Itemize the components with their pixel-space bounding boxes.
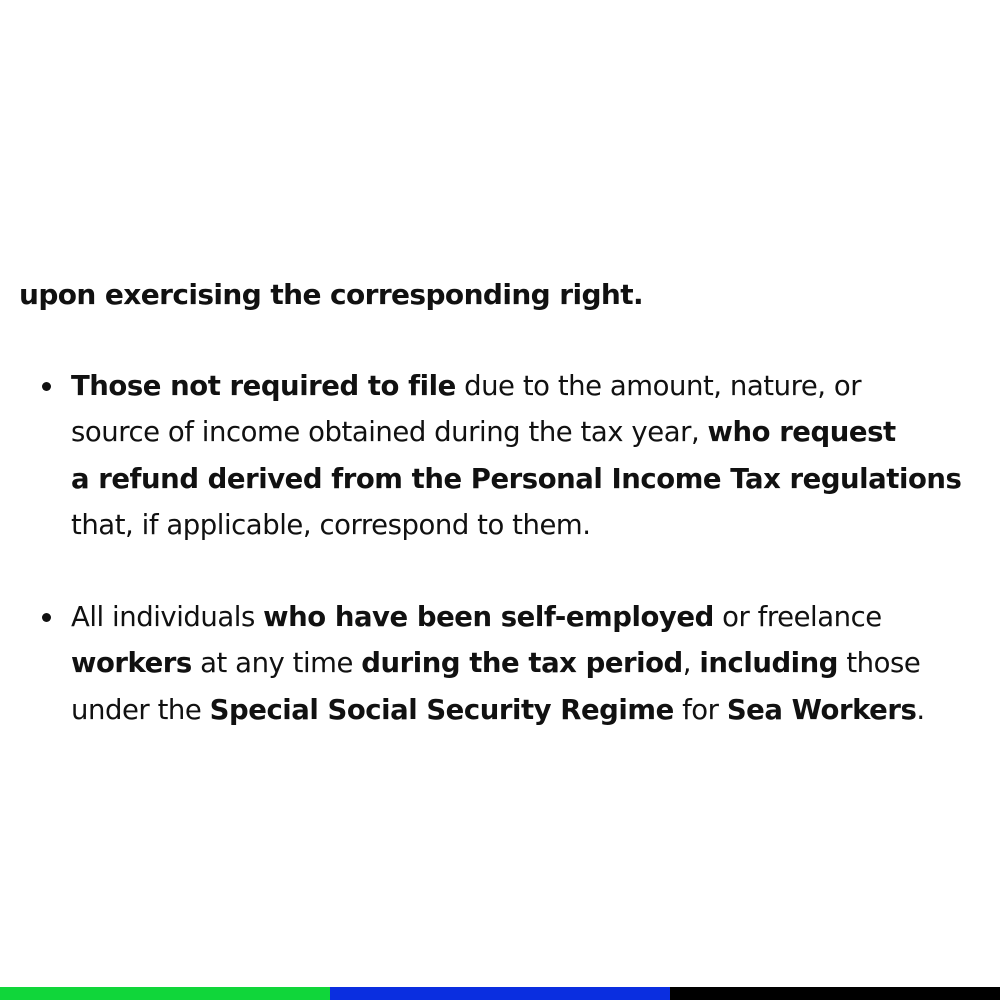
plain-phrase: , xyxy=(682,647,700,680)
plain-phrase: that, if applicable, correspond to them. xyxy=(71,508,591,541)
bullet-line xyxy=(71,456,991,502)
bold-phrase: including xyxy=(699,647,839,680)
bold-phrase: during the tax period xyxy=(361,647,683,680)
bold-phrase: workers xyxy=(71,647,192,680)
bold-phrase: who request xyxy=(707,416,896,449)
footer-bar-blue-segment xyxy=(330,987,670,1000)
bold-phrase: who have been self-employed xyxy=(263,601,714,633)
bullet-line xyxy=(71,502,991,548)
footer-bar-green-segment xyxy=(0,987,330,1000)
bold-phrase: Sea Workers xyxy=(726,693,917,726)
bullet-line xyxy=(71,363,991,409)
footer-color-bar xyxy=(0,987,1000,1000)
plain-phrase: at any time xyxy=(191,647,362,680)
plain-phrase: or freelance xyxy=(713,601,882,633)
plain-phrase: due to the amount, nature, or xyxy=(455,370,862,402)
intro-text: upon exercising the corresponding right. xyxy=(19,278,644,311)
plain-phrase: under the xyxy=(71,693,210,726)
plain-phrase: All individuals xyxy=(71,601,264,633)
bold-phrase: Special Social Security Regime xyxy=(209,693,674,726)
bullet-line xyxy=(71,409,991,455)
bold-phrase: Those not required to file xyxy=(71,370,456,402)
bullet-item-self-employed xyxy=(71,594,991,733)
bold-phrase: a refund derived from the Personal Income Tax regulations xyxy=(71,462,962,495)
footer-bar-black-segment xyxy=(670,987,1000,1000)
plain-phrase: source of income obtained during the tax year, xyxy=(71,416,708,449)
plain-phrase: those xyxy=(838,647,921,680)
bullet-line xyxy=(71,687,991,733)
bullet-line xyxy=(71,640,991,686)
plain-phrase: . xyxy=(916,693,925,726)
bullet-item-not-required-filers xyxy=(71,363,991,548)
plain-phrase: for xyxy=(673,693,727,726)
bullet-dot xyxy=(42,613,51,622)
bullet-dot xyxy=(42,382,51,391)
bullet-line xyxy=(71,594,991,640)
